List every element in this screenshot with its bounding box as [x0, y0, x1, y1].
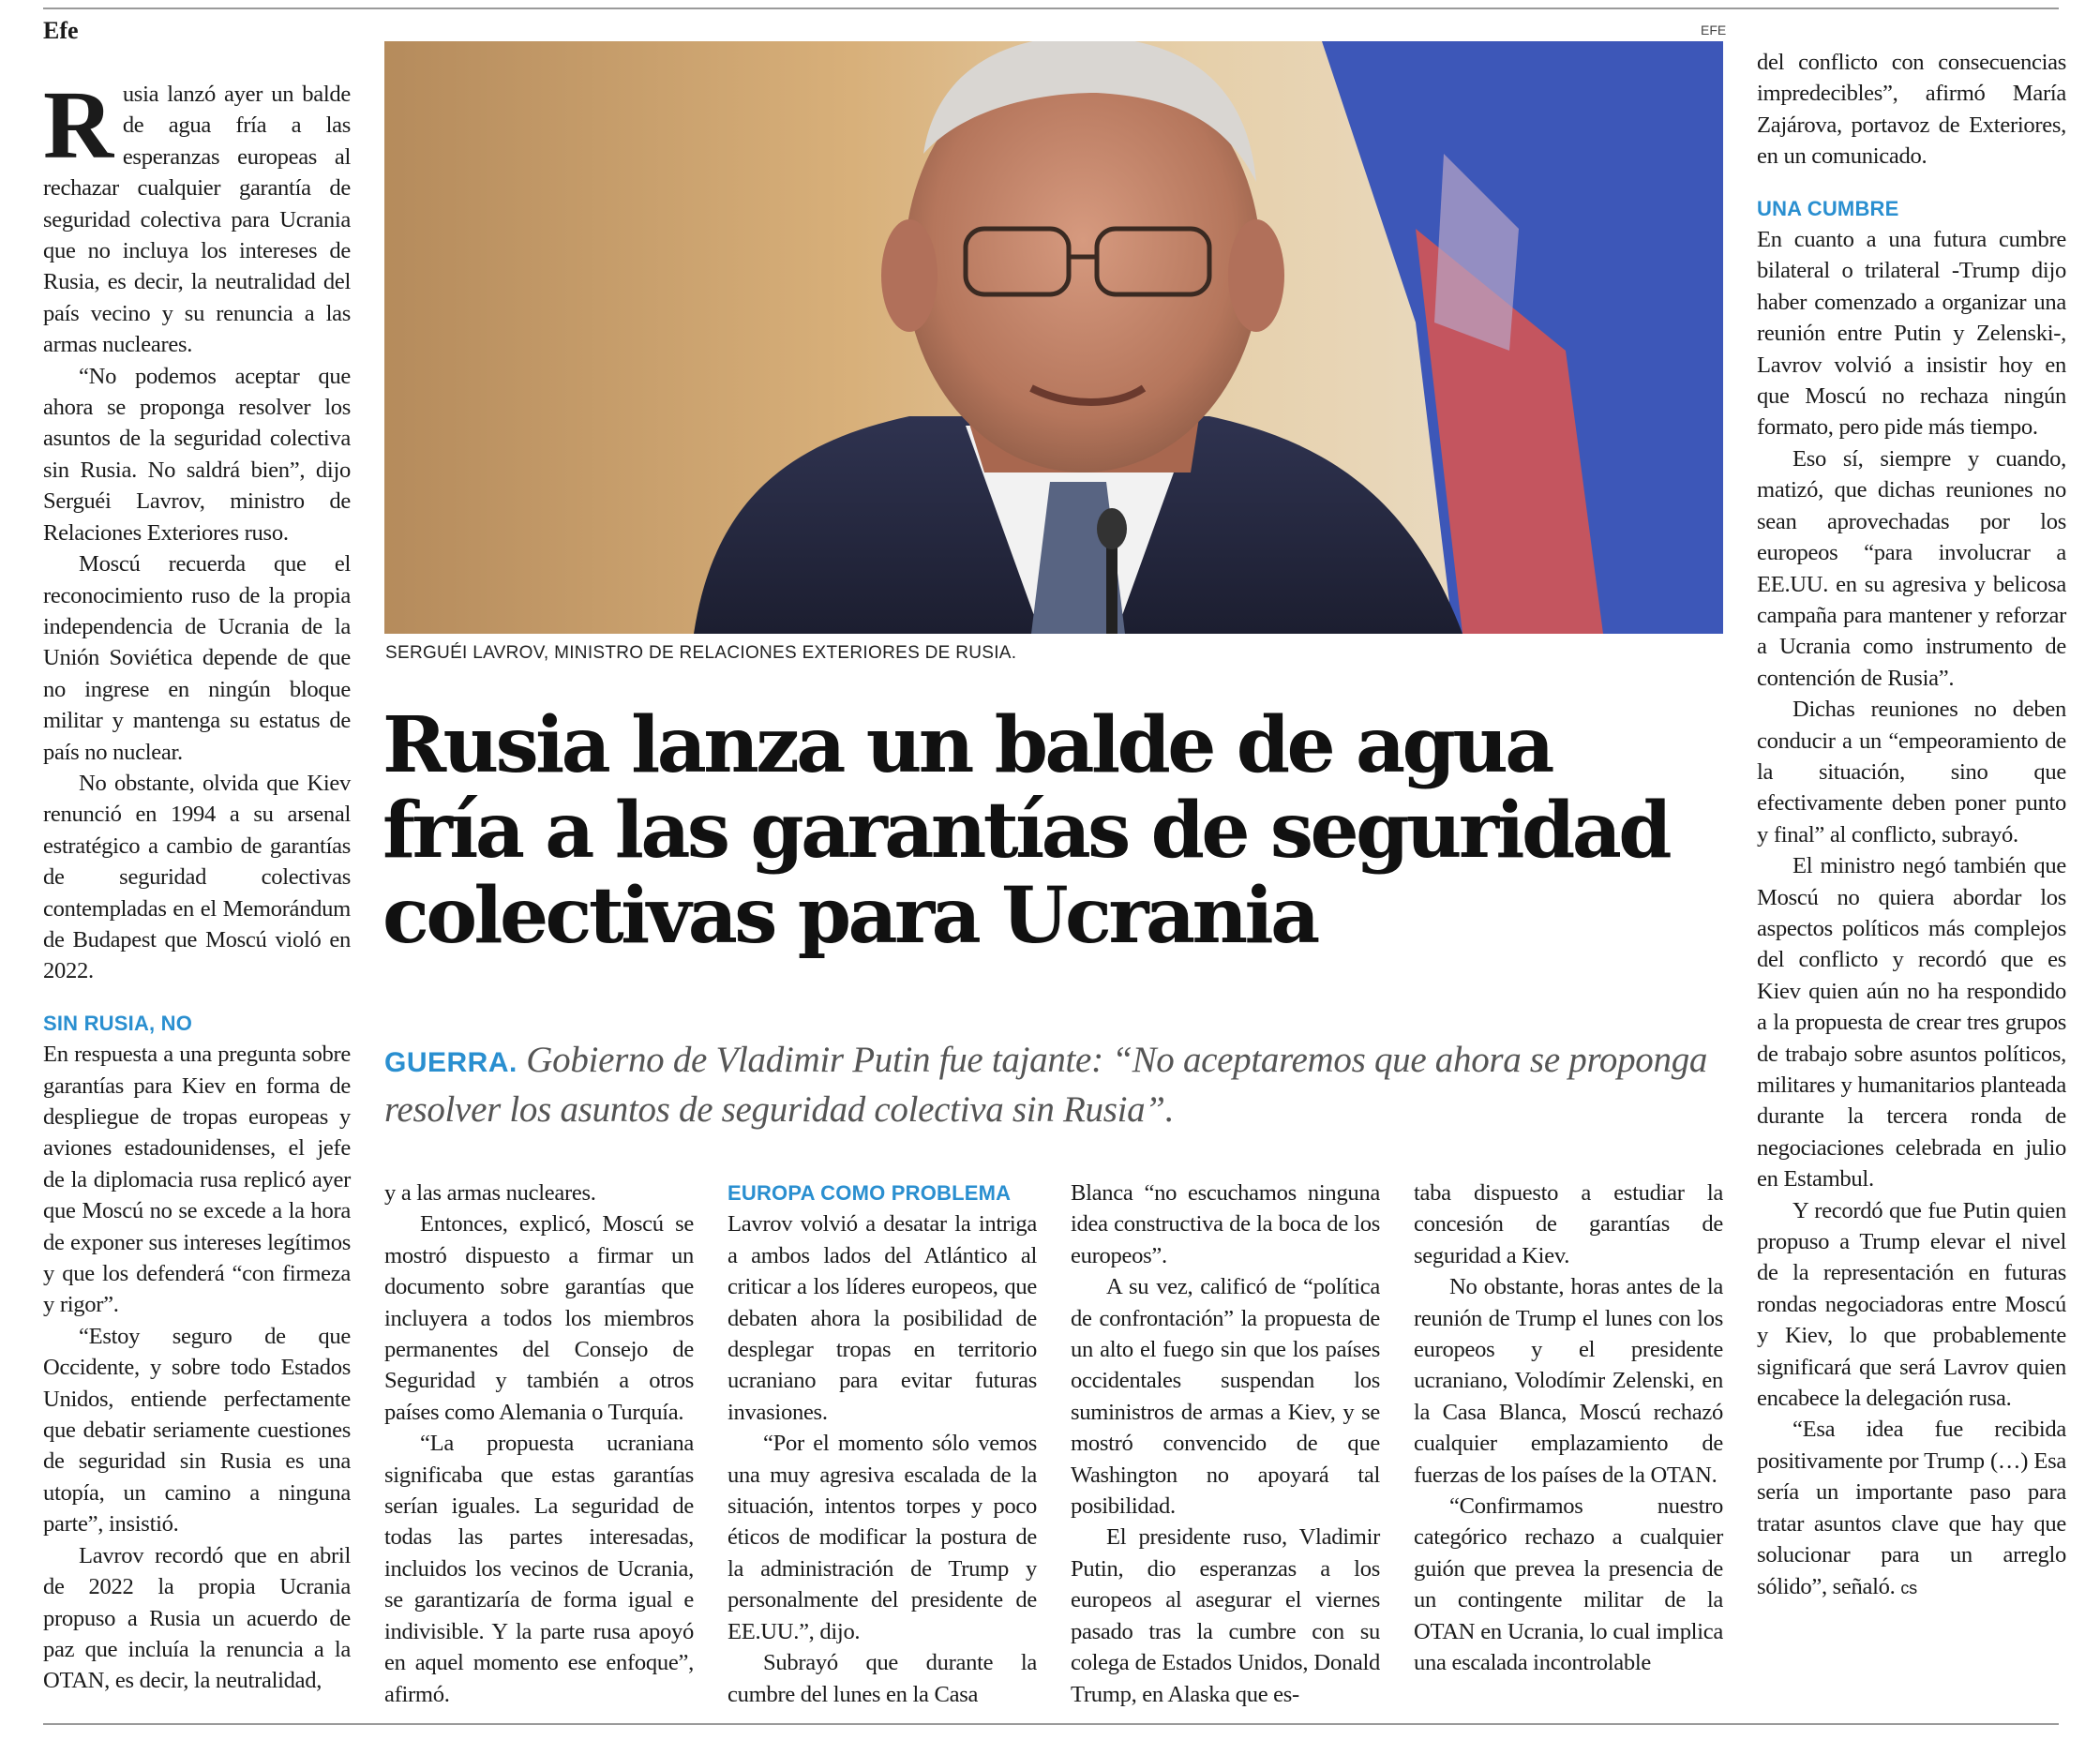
col1-paragraph-7: Lavrov recordó que en abril de 2022 la propia Ucrania propuso a Rusia un acuerdo de paz que incluía la renuncia a la OTAN, es decir, la neutralidad,: [43, 1542, 351, 1694]
col1-paragraph-5: En respuesta a una pregunta sobre garantías para Kiev en forma de despliegue de tropas europeas y aviones estadounidenses, el jefe de la diplomacia rusa replicó ayer que Moscú no se excede a la hora de exponer sus intereses legítimos y que los defenderá “con firmeza y rigor”.: [43, 1042, 351, 1318]
col3-paragraph-2: “Por el momento sólo vemos una muy agresiva escalada de la situación, intentos torpes y poco éticos de modificar la postura de la administración de Trump y personalmente del presidente de EE.UU.”, dijo.: [728, 1431, 1037, 1644]
col4-paragraph-2: A su vez, calificó de “política de confrontación” la propuesta de un alto el fuego sin que los países occidentales suspendan los suministros de armas a Kiev, y se mostró convencido de que Washington no apoyará tal posibilidad.: [1071, 1274, 1380, 1520]
col1-paragraph-3: Moscú recuerda que el reconocimiento ruso de la propia independencia de Ucrania de la Unión Soviética depende de que no ingrese en ningún bloque militar y mantenga su estatus de país no nuclear.: [43, 551, 351, 765]
subhead-europa: EUROPA COMO PROBLEMA: [728, 1181, 1012, 1205]
column-5: [1414, 1178, 1723, 1679]
col6-paragraph-6: Y recordó que fue Putin quien propuso a Trump elevar el nivel de la representación en futuras rondas negociadoras entre Moscú y Kiev, lo que probablemente significará que será Lavrov quien encabece la delegación rusa.: [1757, 1197, 2066, 1412]
col4-paragraph-3: El presidente ruso, Vladimir Putin, dio esperanzas a los europeos al asegurar el viernes pasado tras la cumbre con su colega de Estados Unidos, Donald Trump, en Alaska que es-: [1071, 1524, 1380, 1707]
photo-caption: SERGUÉI LAVROV, MINISTRO DE RELACIONES EXTERIORES DE RUSIA.: [385, 643, 1017, 663]
subhead-sin-rusia: SIN RUSIA, NO: [43, 1011, 193, 1035]
col6-paragraph-1: del conflicto con consecuencias impredecibles”, afirmó María Zajárova, portavoz de Exteriores, en un comunicado.: [1757, 50, 2066, 170]
column-6: [1757, 47, 2066, 1604]
end-mark-icon: cs: [1900, 1578, 1917, 1598]
lede-text: Gobierno de Vladimir Putin fue tajante: “No aceptaremos que ahora se proponga resolver los asuntos de seguridad colectiva sin Rusia”.: [384, 1040, 1708, 1130]
col4-paragraph-1: Blanca “no escuchamos ninguna idea constructiva de la boca de los europeos”.: [1071, 1180, 1380, 1268]
col5-paragraph-3: “Confirmamos nuestro categórico rechazo a cualquier guión que prevea la presencia de un contingente militar de la OTAN en Ucrania, lo cual implica una escalada incontrolable: [1414, 1493, 1723, 1676]
col5-paragraph-2: No obstante, horas antes de la reunión de Trump el lunes con los europeos y el presidente ucraniano, Volodímir Zelenski, en la Casa Blanca, Moscú rechazó cualquier emplazamiento de fuerzas de los países de la OTAN.: [1414, 1274, 1723, 1488]
column-2: [384, 1178, 694, 1710]
col1-paragraph-4: No obstante, olvida que Kiev renunció en 1994 a su arsenal estratégico a cambio de garantías de seguridad colectivas contempladas en el Memorándum de Budapest que Moscú violó en 2022.: [43, 770, 351, 984]
headline-line-1: Rusia lanza un balde de agua: [382, 700, 1552, 790]
dropcap: R: [43, 71, 113, 179]
bottom-rule: [43, 1723, 2059, 1725]
lead-photo: [384, 41, 1723, 634]
photo-credit: EFE: [1701, 22, 1727, 38]
headline: [382, 700, 1723, 961]
col6-paragraph-4: Dichas reuniones no deben conducir a un “empeoramiento de la situación, sino que efectivamente deben poner punto y final” al conflicto, subrayó.: [1757, 697, 2066, 848]
column-4: [1071, 1178, 1380, 1710]
headline-line-2: fría a las garantías de seguridad: [382, 786, 1669, 876]
col2-paragraph-1: y a las armas nucleares.: [384, 1180, 596, 1206]
col1-paragraph-1: [43, 71, 351, 361]
lede: [384, 1037, 1716, 1133]
col1-paragraph-6: “Estoy seguro de que Occidente, y sobre todo Estados Unidos, entiende perfectamente que debatir seriamente cuestiones de seguridad sin Rusia es una utopía, un camino a ninguna parte”, insistió.: [43, 1323, 351, 1538]
column-1: [43, 71, 351, 1697]
col1-paragraph-2: “No podemos aceptar que ahora se proponga resolver los asuntos de la seguridad colectiva sin Rusia. No saldrá bien”, dijo Serguéi Lavrov, ministro de Relaciones Exteriores ruso.: [43, 363, 351, 546]
col2-paragraph-2: Entonces, explicó, Moscú se mostró dispuesto a firmar un documento sobre garantías que incluyera a todos los miembros permanentes del Consejo de Seguridad y también a otros países como Alemania o Turquía.: [384, 1211, 694, 1425]
top-rule: [43, 8, 2059, 9]
col3-paragraph-1: Lavrov volvió a desatar la intriga a ambos lados del Atlántico al criticar a los líderes europeos, que debaten ahora la posibilidad de desplegar tropas en territorio ucraniano para evitar futuras invasiones.: [728, 1211, 1037, 1425]
col5-paragraph-1: taba dispuesto a estudiar la concesión de garantías de seguridad a Kiev.: [1414, 1180, 1723, 1268]
col6-paragraph-7: [1757, 1414, 2066, 1603]
col6-paragraph-3: Eso sí, siempre y cuando, matizó, que dichas reuniones no sean aprovechadas por los europeos “para involucrar a EE.UU. en su agresiva y belicosa campaña para mantener y reforzar a Ucrania como instrumento de contención de Rusia”.: [1757, 445, 2066, 691]
col1-p1-text: usia lanzó ayer un balde de agua fría a las esperanzas europeas al rechazar cualquier garantía de seguridad colectiva para Ucrania que no incluya los intereses de Rusia, es decir, la neutralidad del país vecino y su renuncia a las armas nucleares.: [43, 82, 351, 358]
col6-paragraph-5: El ministro negó también que Moscú no quiera abordar los aspectos políticos más complejos del conflicto y recordó que es Kiev quien aún no ha respondido a la propuesta de crear tres grupos de trabajo sobre asuntos políticos, militares y humanitarios planteada durante la tercera ronda de negociaciones celebrada en julio en Estambul.: [1757, 853, 2066, 1192]
col3-paragraph-3: Subrayó que durante la cumbre del lunes en la Casa: [728, 1650, 1037, 1707]
portrait-illustration: [384, 41, 1723, 634]
headline-line-3: colectivas para Ucrania: [382, 871, 1317, 961]
col2-paragraph-3: “La propuesta ucraniana significaba que estas garantías serían iguales. La seguridad de todas las partes interesadas, incluidos los vecinos de Ucrania, se garantizaría de forma igual e indivisible. Y la parte rusa apoyó en aquel momento ese enfoque”, afirmó.: [384, 1431, 694, 1707]
byline: Efe: [43, 17, 79, 44]
col6-p7-text: “Esa idea fue recibida positivamente por Trump (…) Esa sería un importante paso para tratar asuntos clave que hay que solucionar para un arreglo sólido”, señaló.: [1757, 1417, 2066, 1599]
col6-paragraph-2: En cuanto a una futura cumbre bilateral o trilateral -Trump dijo haber comenzado a organizar una reunión entre Putin y Zelenski-, Lavrov volvió a insistir hoy en que Moscú no rechaza ningún formato, pero pide más tiempo.: [1757, 227, 2066, 441]
column-3: [728, 1178, 1037, 1710]
lede-kicker: GUERRA.: [384, 1047, 518, 1078]
subhead-una-cumbre: UNA CUMBRE: [1757, 196, 1899, 220]
